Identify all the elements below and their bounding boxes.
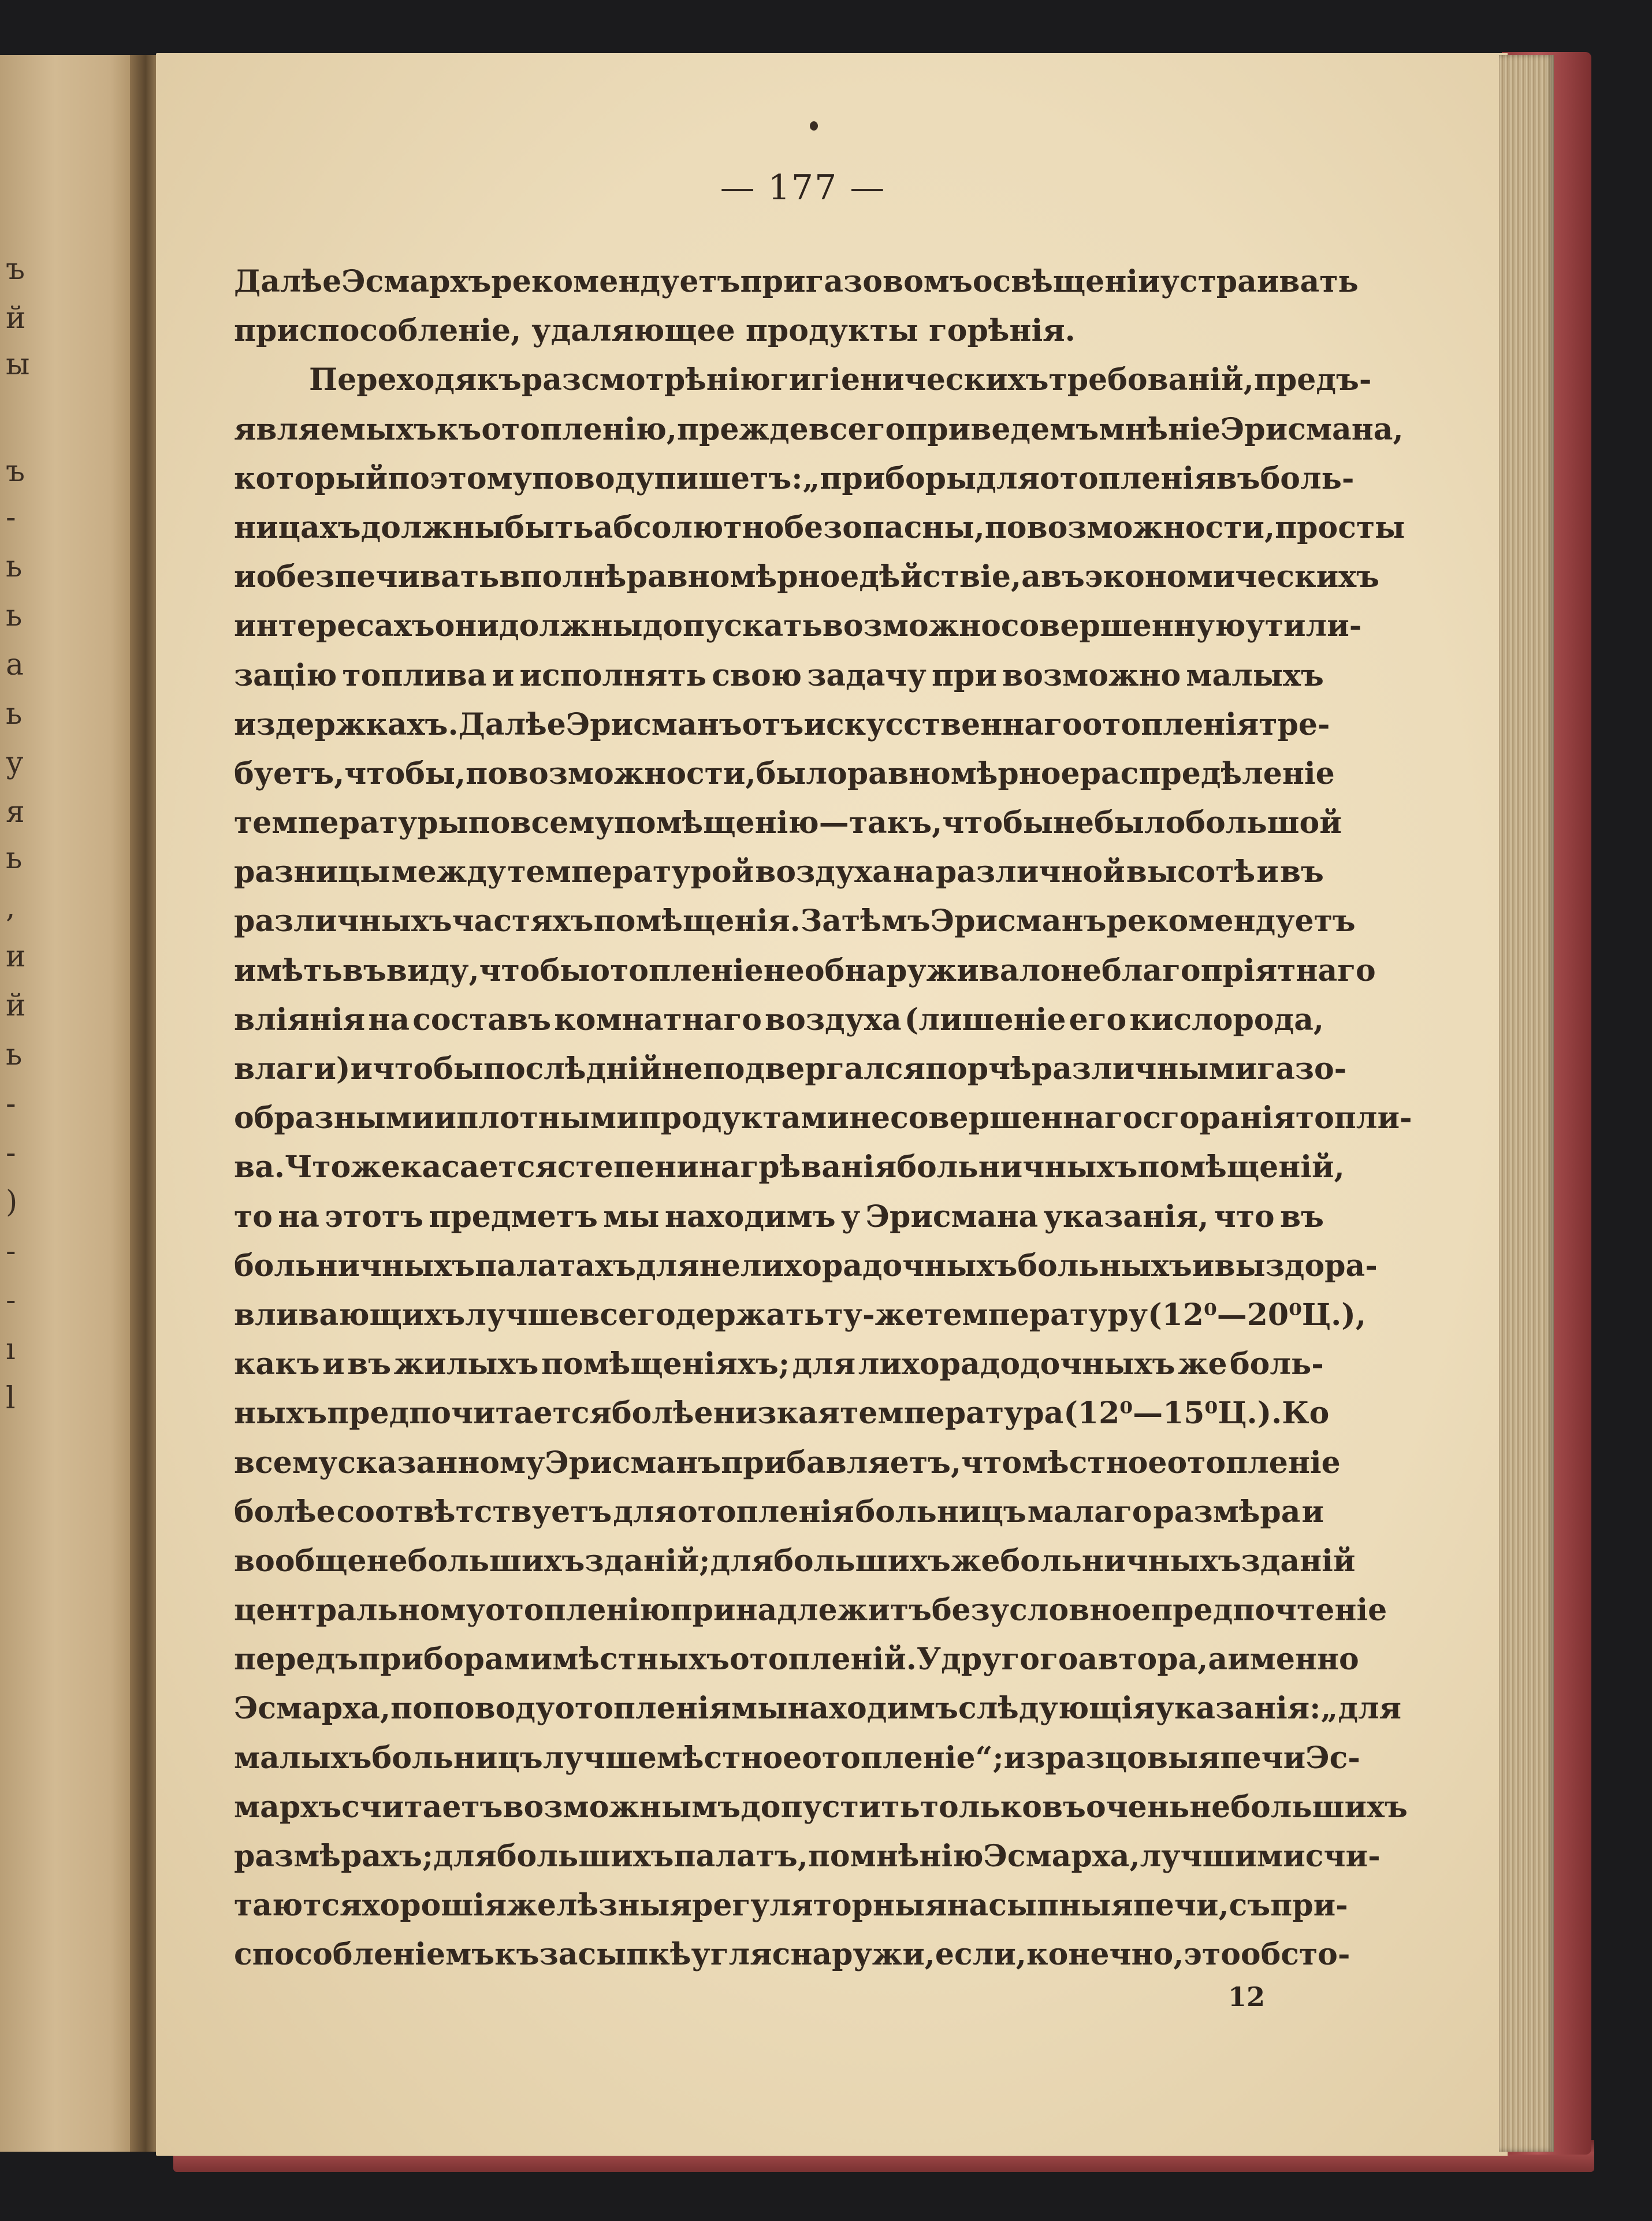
margin-char: ъ (6, 454, 25, 489)
margin-char: у (6, 746, 24, 780)
text-line: больничныхъ палатахъ для нелихорадочныхъ больныхъ и выздора- (234, 1248, 1378, 1284)
text-line: Эсмарха, по поводу отопленія мы находимъ слѣдующія указанія: „для (234, 1691, 1402, 1727)
text-line: ва. Что же касается степени нагрѣванія больничныхъ помѣщеній, (234, 1149, 1345, 1185)
page-edges (1499, 55, 1554, 2152)
margin-char: ) (6, 1185, 18, 1219)
margin-char: ь (6, 841, 23, 876)
margin-char: ı (6, 1332, 16, 1367)
text-line: ныхъ предпочитается болѣе низкая температура (12⁰—15⁰ Ц.). Ко (234, 1396, 1330, 1431)
text-line: передъ приборами мѣстныхъ отопленій. У другого автора, а именно (234, 1642, 1359, 1677)
text-line: являемыхъ къ отопленію, прежде всего приведемъ мнѣніе Эрисмана, (234, 411, 1404, 447)
margin-char: l (6, 1381, 16, 1416)
text-line: болѣе соотвѣтствуетъ для отопленія больницъ малаго размѣра и (234, 1494, 1324, 1530)
margin-char: ъ (6, 252, 25, 287)
text-line: буетъ, чтобы, по возможности, было равномѣрное распредѣленіе (234, 756, 1335, 791)
ink-dot (810, 121, 818, 131)
text-line: вліянія на составъ комнатнаго воздуха (лишеніе его кислорода, (234, 1002, 1324, 1037)
text-line: центральному отопленію принадлежитъ безусловное предпочтеніе (234, 1593, 1387, 1628)
margin-char: ь (6, 1037, 23, 1072)
text-line: способленіемъ къ засыпкѣ угля снаружи, если, конечно, это обсто- (234, 1937, 1350, 1973)
text-line: и обезпечивать вполнѣ равномѣрное дѣйствіе, а въ экономическихъ (234, 559, 1380, 595)
margin-char: ь (6, 549, 23, 584)
text-line: температуры по всему помѣщенію—такъ, чтобы не было большой (234, 805, 1342, 841)
text-line: размѣрахъ; для большихъ палатъ, по мнѣнію Эсмарха, лучшими счи- (234, 1839, 1381, 1874)
text-line: вливающихъ лучше всего держать ту-же температуру (12⁰—20⁰ Ц.), (234, 1297, 1366, 1333)
text-line: таются хорошія желѣзныя регуляторныя насыпныя печи, съ при- (234, 1888, 1348, 1924)
margin-char: а (6, 648, 24, 682)
margin-char: ы (6, 347, 30, 382)
margin-char: й (6, 301, 26, 336)
margin-char: - (6, 1283, 16, 1318)
text-line: разницы между температурой воздуха на различной высотѣ и въ (234, 854, 1324, 890)
margin-char: й (6, 988, 26, 1023)
margin-char: и (6, 939, 26, 974)
margin-char: я (6, 795, 25, 829)
text-line: Переходя къ разсмотрѣнію гигіеническихъ требованій, предъ- (309, 362, 1372, 398)
text-line: всему сказанному Эрисманъ прибавляетъ, что мѣстное отопленіе (234, 1445, 1341, 1480)
text-line: ницахъ должны быть абсолютно безопасны, по возможности, просты (234, 509, 1405, 545)
margin-char: - (6, 1234, 16, 1268)
text-line: то на этотъ предметъ мы находимъ у Эрисмана указанія, что въ (234, 1199, 1324, 1234)
text-line: Далѣе Эсмархъ рекомендуетъ при газовомъ освѣщеніи устраивать (234, 264, 1359, 299)
text-line: который по этому поводу пишетъ: „приборы для отопленія въ боль- (234, 460, 1355, 496)
text-line: приспособленіе, удаляющее продукты горѣнія. (234, 313, 1076, 349)
text-line: мархъ считаетъ возможнымъ допустить только въ очень небольшихъ (234, 1789, 1408, 1825)
margin-char: , (6, 890, 16, 925)
text-line: какъ и въ жилыхъ помѣщеніяхъ; для лихорадодочныхъ же боль- (234, 1346, 1324, 1382)
text-line: влаги) и чтобы послѣдній не подвергался порчѣ различными газо- (234, 1051, 1347, 1087)
text-line: имѣть въ виду, чтобы отопленіе не обнаруживало неблагопріятнаго (234, 953, 1376, 988)
margin-char: - (6, 1087, 16, 1121)
margin-char: - (6, 500, 16, 535)
margin-char: - (6, 1136, 16, 1170)
margin-char: ь (6, 697, 23, 731)
text-line: издержкахъ. Далѣе Эрисманъ отъ искусственнаго отопленія тре- (234, 706, 1330, 742)
page-number: — 177 — (720, 168, 886, 208)
text-line: вообще небольшихъ зданій; для большихъ же больничныхъ зданій (234, 1543, 1356, 1579)
signature-mark: 12 (1227, 1981, 1265, 2012)
text-line: малыхъ больницъ лучше мѣстное отопленіе“; изразцовыя печи Эс- (234, 1740, 1360, 1776)
body-text (234, 257, 1412, 1980)
text-line: интересахъ они должны допускать возможно совершенную утили- (234, 608, 1362, 644)
margin-char: ь (6, 598, 23, 633)
text-line: различныхъ частяхъ помѣщенія. Затѣмъ Эрисманъ рекомендуетъ (234, 903, 1356, 939)
text-line: образными и плотными продуктами несовершеннаго сгоранія топли- (234, 1100, 1412, 1136)
left-page (0, 55, 137, 2152)
left-page-margin-text (0, 55, 40, 2152)
text-line: зацію топлива и исполнять свою задачу при возможно малыхъ (234, 657, 1324, 693)
